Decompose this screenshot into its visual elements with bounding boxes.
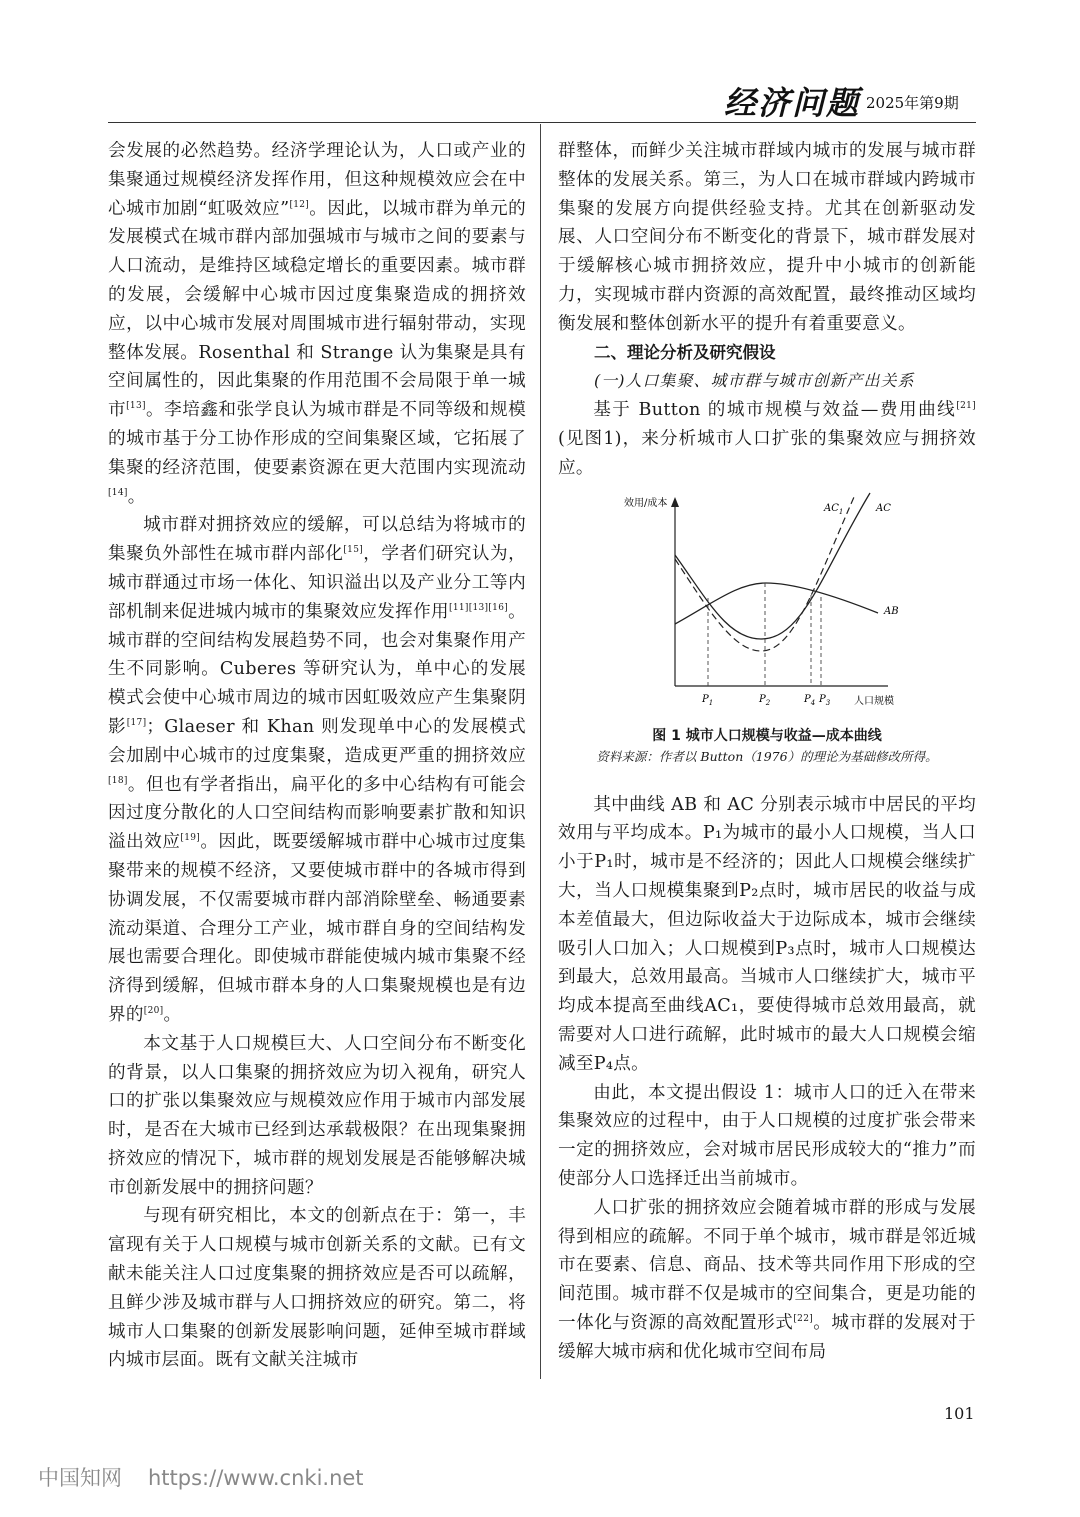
column-divider — [540, 124, 541, 1379]
section-heading: 二、理论分析及研究假设 — [594, 342, 776, 362]
x-axis-label: 人口规模 — [854, 695, 894, 707]
figure-caption: 图 1 城市人口规模与收益—成本曲线 — [652, 727, 882, 744]
paragraph: 本文基于人口规模巨大、人口空间分布不断变化的背景，以人口集聚的拥挤效应为切入视角，研究人口的扩张以集聚效应与规模效应作用于城市内部发展时，是否在大城市已经到达承载极限？在出现集聚拥挤效应的情况下，城市群的规划发展是否能够解决城市创新发展中的拥挤问题？ — [108, 1033, 526, 1198]
figure-source: 资料来源：作者以 Button（1976）的理论为基础修改所得。 — [596, 748, 938, 764]
paragraph: 城市群对拥挤效应的缓解，可以总结为将城市的集聚负外部性在城市群内部化[15]，学者们研究认为，城市群通过市场一体化、知识溢出以及产业分工等内部机制来促进城内城市的集聚效应发挥作用[11][13][16]。城市群的空间结构发展趋势不同，也会对集聚作用产生不同影响。Cuberes 等研究认为，单中心的发展模式会使中心城市周边的城市因虹吸效应产生集聚阴影[17]；Glaeser 和 Khan 则发现单中心的发展模式会加剧中心城市的过度集聚，造成更严重的拥挤效应[18]。但也有学者指出，扁平化的多中心结构有可能会因过度分散化的人口空间结构而影响要素扩散和知识溢出效应[19]。因此，既要缓解城市群中心城市过度集聚带来的规模不经济，又要使城市群中的各城市得到协调发展，不仅需要城市群内部消除壁垒、畅通要素流动渠道、合理分工产业，城市群自身的空间结构发展也需要合理化。即使城市群能使城内城市集聚不经济得到缓解，但城市群本身的人口集聚规模也是有边界的[20]。 — [108, 515, 527, 1025]
watermark-name: 中国知网 — [38, 1466, 122, 1490]
cost-benefit-diagram — [558, 491, 976, 721]
tick-p4: $P_4$ — [804, 693, 816, 707]
paragraph: 与现有研究相比，本文的创新点在于：第一，丰富现有关于人口规模与城市创新关系的文献。已有文献未能关注人口过度集聚的拥挤效应是否可以疏解，且鲜少涉及城市群与人口拥挤效应的研究。第二，将城市人口集聚的创新发展影响问题，延伸至城市群域内城市层面。既有文献关注城市 — [108, 1206, 526, 1371]
paragraph: 其中曲线 AB 和 AC 分别表示城市中居民的平均效用与平均成本。P₁为城市的最小人口规模，当人口小于P₁时，城市是不经济的；因此人口规模会继续扩大，当人口规模集聚到P₂点时，城市居民的收益与成本差值最大，但边际收益大于边际成本，城市会继续吸引人口加入；人口规模到P₃点时，城市人口规模达到最大，总效用最高。当城市人口继续扩大，城市平均成本提高至曲线AC₁，要使得城市总效用最高，就需要对人口进行疏解，此时城市的最大人口规模会缩减至P₄点。 — [558, 794, 976, 1074]
tick-p1: $P_1$ — [702, 693, 714, 707]
label-ac1: $AC_1$ — [824, 502, 844, 516]
figure-1 — [558, 491, 976, 791]
page-number: 101 — [944, 1404, 975, 1423]
label-ac: AC — [876, 502, 891, 514]
watermark — [38, 1462, 364, 1492]
left-column — [108, 137, 526, 1375]
y-axis-label: 效用/成本 — [624, 497, 668, 509]
right-column — [558, 137, 976, 1367]
paragraph: 会发展的必然趋势。经济学理论认为，人口或产业的集聚通过规模经济发挥作用，但这种规模效应会在中心城市加剧“虹吸效应”[12]。因此，以城市群为单元的发展模式在城市群内部加强城市与城市之间的要素与人口流动，是维持区域稳定增长的重要因素。城市群的发展，会缓解中心城市因过度集聚造成的拥挤效应，以中心城市发展对周围城市进行辐射带动，实现整体发展。Rosenthal 和 Strange 认为集聚是具有空间属性的，因此集聚的作用范围不会局限于单一城市[13]。李培鑫和张学良认为城市群是不同等级和规模的城市基于分工协作形成的空间集聚区域，它拓展了集聚的经济范围，使要素资源在更大范围内实现流动[14]。 — [108, 141, 526, 507]
paragraph: 基于 Button 的城市规模与效益—费用曲线[21](见图1)，来分析城市人口扩张的集聚效应与拥挤效应。 — [558, 400, 976, 478]
curve-ac1 — [675, 497, 854, 651]
tick-p3: $P_3$ — [819, 693, 831, 707]
subsection-heading: (一)人口集聚、城市群与城市创新产出关系 — [594, 371, 915, 391]
journal-title: 经济问题 — [724, 84, 861, 122]
curve-ab — [675, 583, 878, 624]
paragraph: 群整体，而鲜少关注城市群域内城市的发展与城市群整体的发展关系。第三，为人口在城市群域内跨城市集聚的发展方向提供经验支持。尤其在创新驱动发展、人口空间分布不断变化的背景下，城市群发展对于缓解核心城市拥挤效应，提升中小城市的创新能力，实现城市群内资源的高效配置，最终推动区域均衡发展和整体创新水平的提升有着重要意义。 — [558, 141, 976, 334]
header-rule — [108, 122, 976, 123]
label-ab: AB — [884, 605, 899, 617]
y-axis-arrow — [671, 497, 679, 507]
page-header — [0, 78, 1080, 122]
watermark-url: https://www.cnki.net — [148, 1466, 364, 1490]
tick-p2: $P_2$ — [759, 693, 771, 707]
paragraph: 由此，本文提出假设 1：城市人口的迁入在带来集聚效应的过程中，由于人口规模的过度扩张会带来一定的拥挤效应，会对城市居民形成较大的“推力”而使部分人口选择迁出当前城市。 — [558, 1082, 976, 1189]
issue-label: 2025年第9期 — [866, 94, 959, 112]
paragraph: 人口扩张的拥挤效应会随着城市群的形成与发展得到相应的疏解。不同于单个城市，城市群是邻近城市在要素、信息、商品、技术等共同作用下形成的空间范围。城市群不仅是城市的空间集合，更是功能的一体化与资源的高效配置形式[22]。城市群的发展对于缓解大城市病和优化城市空间布局 — [558, 1197, 977, 1362]
